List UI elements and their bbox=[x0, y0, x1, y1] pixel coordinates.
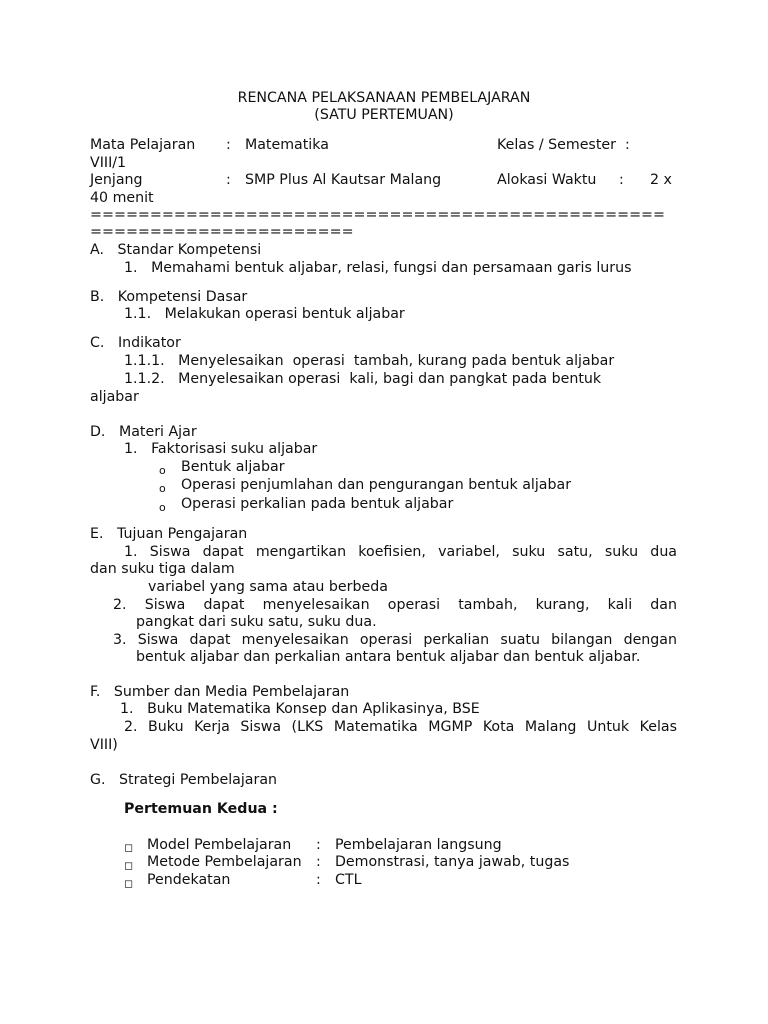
section-b-item: 1.1. Melakukan operasi bentuk aljabar bbox=[124, 306, 405, 322]
strategy-value-pendekatan: CTL bbox=[335, 872, 362, 888]
section-d-subitem-2: Operasi penjumlahan dan pengurangan bentuk aljabar bbox=[181, 477, 572, 493]
alokasi-value-continued: 40 menit bbox=[90, 190, 154, 206]
section-b-heading: B. Kompetensi Dasar bbox=[90, 289, 248, 305]
square-bullet-icon: ◻ bbox=[124, 877, 134, 890]
bullet-circle-icon: o bbox=[159, 464, 166, 477]
section-f-item-1: 1. Buku Matematika Konsep dan Aplikasinya, BSE bbox=[120, 701, 480, 717]
strategy-separator-pendekatan: : bbox=[316, 872, 321, 888]
bullet-circle-icon: o bbox=[159, 501, 166, 514]
section-d-subitem-3: Operasi perkalian pada bentuk aljabar bbox=[181, 496, 454, 512]
section-c-item-2-continued: aljabar bbox=[90, 389, 139, 405]
jenjang-label: Jenjang bbox=[90, 172, 143, 188]
mapel-separator: : bbox=[226, 137, 231, 153]
strategy-separator-model: : bbox=[316, 837, 321, 853]
section-c-heading: C. Indikator bbox=[90, 335, 181, 351]
section-e-heading: E. Tujuan Pengajaran bbox=[90, 526, 248, 542]
section-g-heading: G. Strategi Pembelajaran bbox=[90, 772, 278, 788]
strategy-label-pendekatan: Pendekatan bbox=[147, 872, 231, 888]
alokasi-label: Alokasi Waktu : bbox=[497, 172, 624, 188]
divider-line: ================================================ bbox=[90, 207, 666, 223]
mapel-value: Matematika bbox=[245, 137, 329, 153]
square-bullet-icon: ◻ bbox=[124, 841, 134, 854]
section-a-heading: A. Standar Kompetensi bbox=[90, 242, 262, 258]
alokasi-value: 2 x bbox=[650, 172, 672, 188]
strategy-value-model: Pembelajaran langsung bbox=[335, 837, 502, 853]
section-g-subheading: Pertemuan Kedua : bbox=[124, 801, 278, 817]
section-c-item-2: 1.1.2. Menyelesaikan operasi kali, bagi dan pangkat pada bentuk bbox=[124, 371, 602, 387]
section-f-item-2-continued: VIII) bbox=[90, 737, 118, 753]
strategy-value-metode: Demonstrasi, tanya jawab, tugas bbox=[335, 854, 570, 870]
section-e-item-3: 3. Siswa dapat menyelesaikan operasi perkalian suatu bilangan dengan bbox=[113, 632, 677, 648]
section-c-item-1: 1.1.1. Menyelesaikan operasi tambah, kurang pada bentuk aljabar bbox=[124, 353, 615, 369]
section-d-item: 1. Faktorisasi suku aljabar bbox=[124, 441, 318, 457]
section-a-item: 1. Memahami bentuk aljabar, relasi, fungsi dan persamaan garis lurus bbox=[124, 260, 632, 276]
section-e-item-1-continued: dan suku tiga dalam bbox=[90, 561, 235, 577]
section-e-item-2-continued: pangkat dari suku satu, suku dua. bbox=[136, 614, 377, 630]
section-d-subitem-1: Bentuk aljabar bbox=[181, 459, 285, 475]
bullet-circle-icon: o bbox=[159, 482, 166, 495]
kelas-value: VIII/1 bbox=[90, 155, 127, 171]
kelas-label: Kelas / Semester : bbox=[497, 137, 630, 153]
section-e-item-1: 1. Siswa dapat mengartikan koefisien, variabel, suku satu, suku dua bbox=[124, 544, 677, 560]
section-f-item-2: 2. Buku Kerja Siswa (LKS Matematika MGMP Kota Malang Untuk Kelas bbox=[124, 719, 677, 735]
mapel-label: Mata Pelajaran bbox=[90, 137, 196, 153]
strategy-label-model: Model Pembelajaran bbox=[147, 837, 292, 853]
jenjang-value: SMP Plus Al Kautsar Malang bbox=[245, 172, 442, 188]
document-subtitle: (SATU PERTEMUAN) bbox=[314, 107, 454, 123]
jenjang-separator: : bbox=[226, 172, 231, 188]
section-f-heading: F. Sumber dan Media Pembelajaran bbox=[90, 684, 350, 700]
document-title: RENCANA PELAKSANAAN PEMBELAJARAN bbox=[237, 90, 531, 106]
strategy-separator-metode: : bbox=[316, 854, 321, 870]
divider-line-continued: ====================== bbox=[90, 224, 354, 240]
section-d-heading: D. Materi Ajar bbox=[90, 424, 197, 440]
section-e-item-2: 2. Siswa dapat menyelesaikan operasi tambah, kurang, kali dan bbox=[113, 597, 677, 613]
strategy-label-metode: Metode Pembelajaran bbox=[147, 854, 302, 870]
section-e-item-3-continued: bentuk aljabar dan perkalian antara bentuk aljabar dan bentuk aljabar. bbox=[136, 649, 641, 665]
section-e-item-1-continued-2: variabel yang sama atau berbeda bbox=[148, 579, 388, 595]
square-bullet-icon: ◻ bbox=[124, 859, 134, 872]
